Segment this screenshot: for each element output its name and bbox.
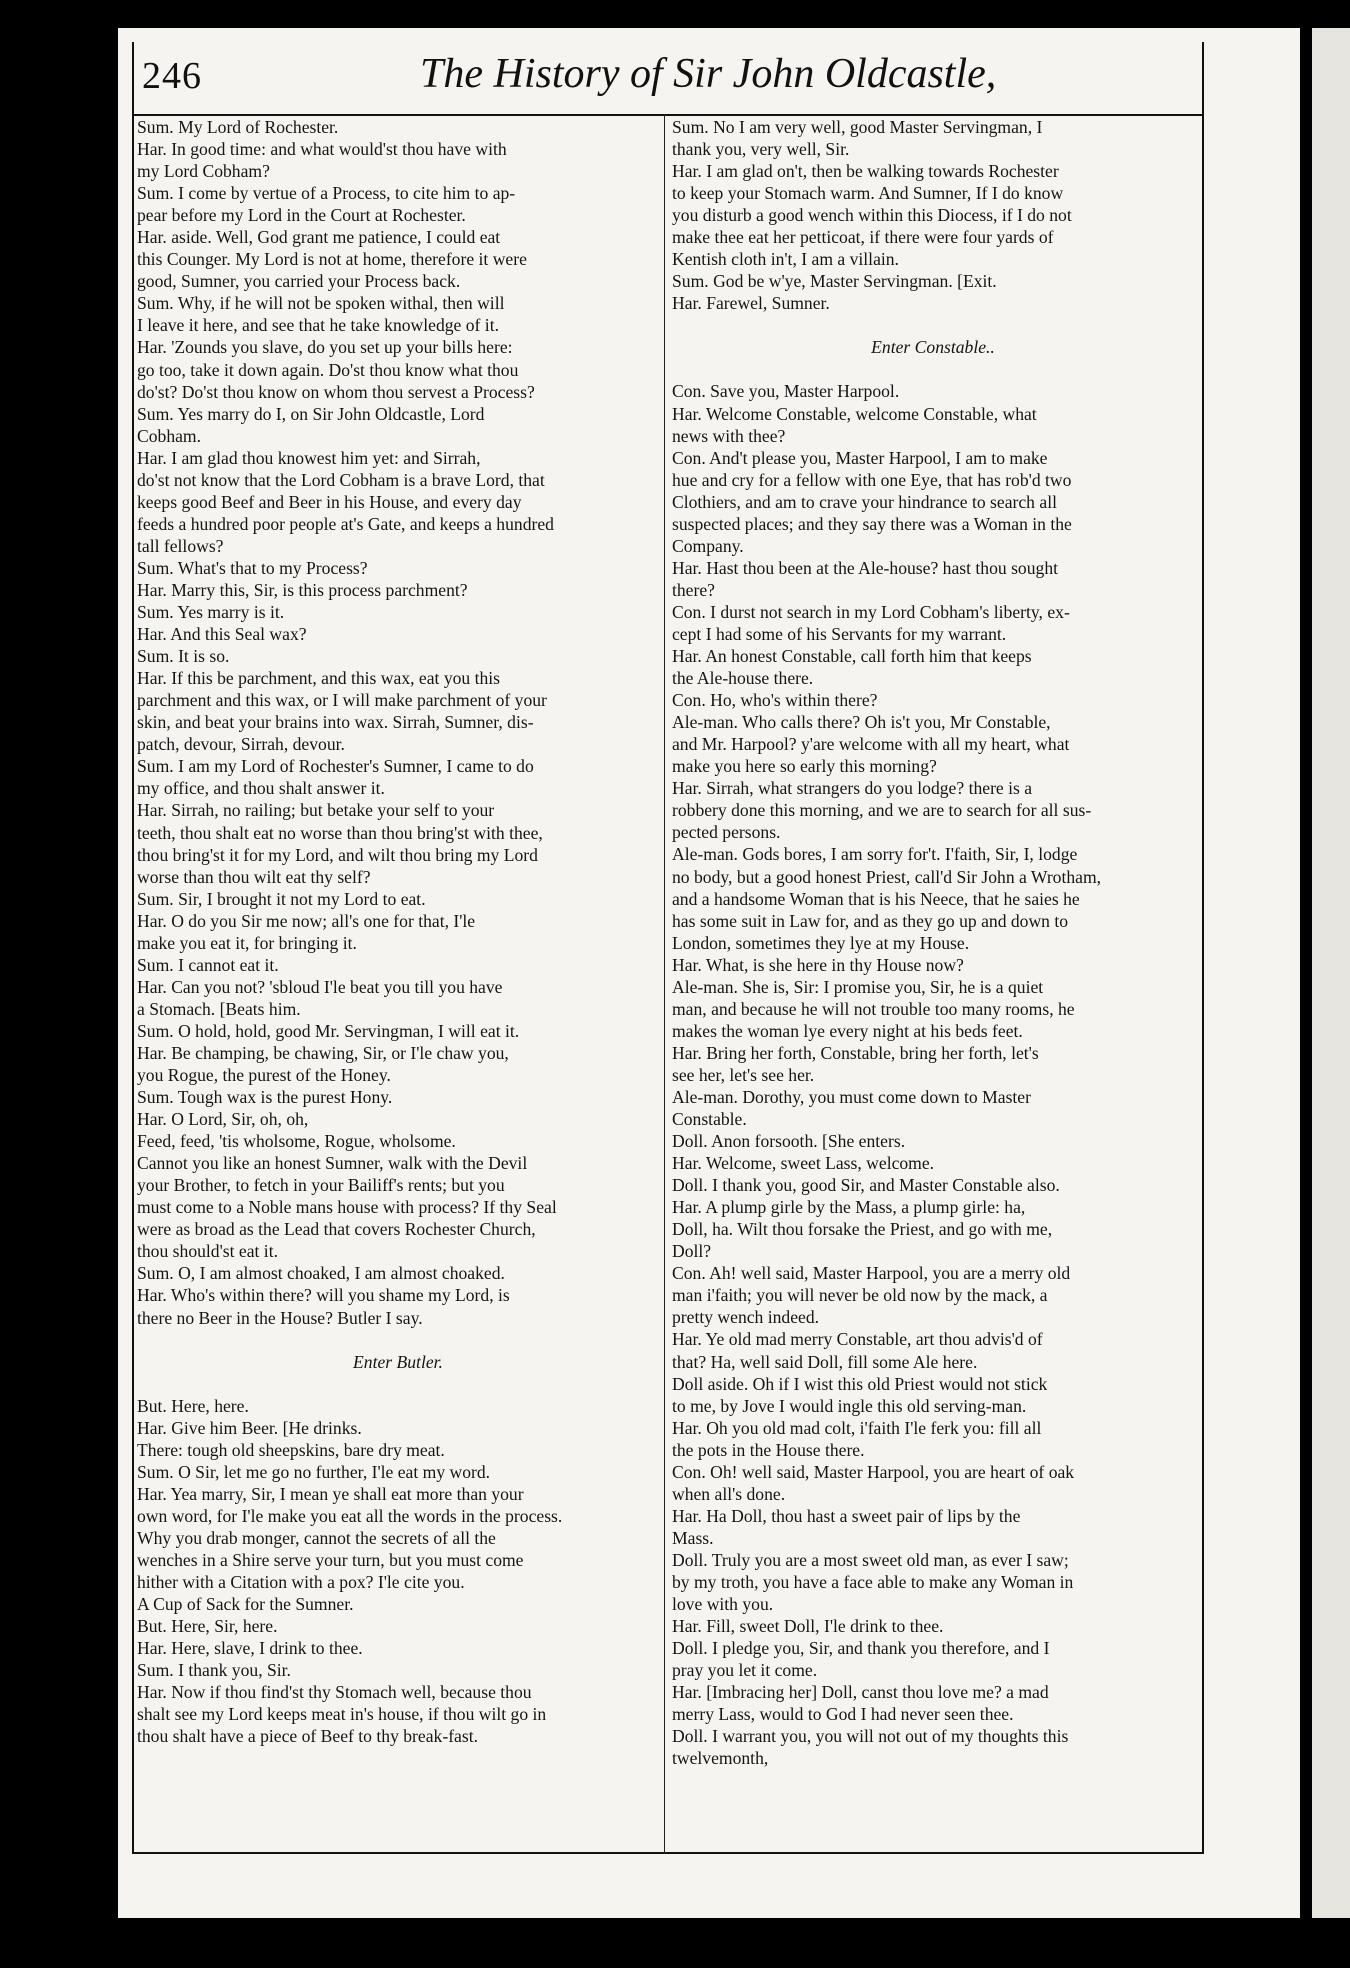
text-line: Doll aside. Oh if I wist this old Priest would not stick bbox=[672, 1373, 1048, 1394]
text-line: by my troth, you have a face able to make any Woman in bbox=[672, 1572, 1074, 1592]
text-line bbox=[137, 1373, 659, 1395]
text-line: hue and cry for a fellow with one Eye, that has rob'd two bbox=[672, 469, 1072, 490]
text-line: thou should'st eat it. bbox=[137, 1241, 278, 1262]
text-line: Har. Here, slave, I drink to thee. bbox=[137, 1638, 363, 1659]
text-line: Har. Ye old mad merry Constable, art thou advis'd of bbox=[672, 1329, 1043, 1350]
text-line: Ale-man. Who calls there? Oh is't you, Mr Constable, bbox=[672, 712, 1051, 733]
text-line: Sum. O hold, hold, good Mr. Servingman, I will eat it. bbox=[137, 1020, 520, 1041]
text-line: Sum. I thank you, Sir. bbox=[137, 1660, 291, 1681]
text-line: Feed, feed, 'tis wholsome, Rogue, wholsome. bbox=[137, 1131, 456, 1152]
text-line: Why you drab monger, cannot the secrets of all the bbox=[137, 1527, 496, 1548]
frame-right-rule bbox=[1202, 42, 1204, 1854]
text-line: Doll, ha. Wilt thou forsake the Priest, and go with me, bbox=[672, 1219, 1053, 1240]
text-line: man, and because he will not trouble too many rooms, he bbox=[672, 998, 1075, 1019]
text-line: robbery done this morning, and we are to search for all sus- bbox=[672, 800, 1092, 821]
text-line: must come to a Noble mans house with process? If thy Seal bbox=[137, 1197, 557, 1218]
text-line: thou shalt have a piece of Beef to thy break-fast. bbox=[137, 1726, 478, 1747]
text-line: patch, devour, Sirrah, devour. bbox=[137, 734, 345, 755]
text-line: Har. If this be parchment, and this wax, eat you this bbox=[137, 668, 501, 689]
text-line: cept I had some of his Servants for my warrant. bbox=[672, 623, 1007, 644]
text-line: love with you. bbox=[672, 1594, 774, 1615]
text-line: London, sometimes they lye at my House. bbox=[672, 932, 970, 953]
left-text-column bbox=[137, 116, 659, 1747]
text-line: Har. aside. Well, God grant me patience, I could eat bbox=[137, 227, 501, 248]
text-line: pected persons. bbox=[672, 822, 781, 843]
frame-left-rule bbox=[132, 42, 134, 1854]
text-line: see her, let's see her. bbox=[672, 1064, 815, 1085]
text-line: Sum. Why, if he will not be spoken withal, then will bbox=[137, 293, 505, 314]
text-line: pray you let it come. bbox=[672, 1660, 818, 1681]
text-line: Sum. I am my Lord of Rochester's Sumner, I came to do bbox=[137, 756, 534, 777]
text-line: Har. What, is she here in thy House now? bbox=[672, 954, 964, 975]
text-line: make you eat it, for bringing it. bbox=[137, 932, 357, 953]
text-line: go too, take it down again. Do'st thou know what thou bbox=[137, 359, 519, 380]
text-line: Doll. Anon forsooth. [She enters. bbox=[672, 1131, 906, 1152]
text-line: Doll. I pledge you, Sir, and thank you therefore, and I bbox=[672, 1638, 1050, 1659]
text-line: Ale-man. Gods bores, I am sorry for't. I'faith, Sir, I, lodge bbox=[672, 844, 1078, 865]
text-line: pear before my Lord in the Court at Rochester. bbox=[137, 205, 466, 226]
text-line: Har. I am glad on't, then be walking towards Rochester bbox=[672, 161, 1059, 182]
text-line: Sum. I come by vertue of a Process, to cite him to ap- bbox=[137, 183, 516, 204]
text-line: you Rogue, the purest of the Honey. bbox=[137, 1065, 391, 1086]
stage-direction: Enter Constable.. bbox=[871, 337, 995, 358]
text-line: Sum. God be w'ye, Master Servingman. [Exit. bbox=[672, 271, 997, 292]
text-line: There: tough old sheepskins, bare dry meat. bbox=[137, 1439, 445, 1460]
text-line: has some suit in Law for, and as they go up and down to bbox=[672, 910, 1069, 931]
text-line: Con. And't please you, Master Harpool, I am to make bbox=[672, 447, 1048, 468]
text-line: Sum. Tough wax is the purest Hony. bbox=[137, 1087, 393, 1108]
text-line: make you here so early this morning? bbox=[672, 756, 937, 777]
text-line: there? bbox=[672, 579, 715, 600]
text-line: A Cup of Sack for the Sumner. bbox=[137, 1594, 354, 1615]
text-line: Sum. It is so. bbox=[137, 646, 230, 667]
text-line: Har. O Lord, Sir, oh, oh, bbox=[137, 1109, 309, 1130]
text-line: own word, for I'le make you eat all the words in the process. bbox=[137, 1505, 563, 1526]
text-line: hither with a Citation with a pox? I'le cite you. bbox=[137, 1572, 465, 1592]
text-line: Har. In good time: and what would'st thou have with bbox=[137, 139, 507, 160]
text-line: Con. Ho, who's within there? bbox=[672, 690, 878, 711]
text-line: skin, and beat your brains into wax. Sirrah, Sumner, dis- bbox=[137, 712, 534, 733]
text-line: good, Sumner, you carried your Process back. bbox=[137, 271, 461, 292]
text-line: teeth, thou shalt eat no worse than thou bring'st with thee, bbox=[137, 822, 543, 843]
text-line: keeps good Beef and Beer in his House, and every day bbox=[137, 491, 522, 512]
text-line bbox=[672, 314, 1194, 336]
text-line: Ale-man. She is, Sir: I promise you, Sir, he is a quiet bbox=[672, 976, 1044, 997]
text-line: Doll. I warrant you, you will not out of my thoughts this bbox=[672, 1726, 1069, 1747]
text-line: Kentish cloth in't, I am a villain. bbox=[672, 249, 899, 270]
text-line: Sum. My Lord of Rochester. bbox=[137, 117, 339, 137]
text-line: But. Here, here. bbox=[137, 1395, 249, 1416]
text-line: Har. Yea marry, Sir, I mean ye shall eat more than your bbox=[137, 1483, 524, 1504]
text-line: when all's done. bbox=[672, 1483, 786, 1504]
text-line: your Brother, to fetch in your Bailiff's rents; but you bbox=[137, 1175, 505, 1196]
text-line: Con. I durst not search in my Lord Cobham's liberty, ex- bbox=[672, 601, 1070, 622]
text-line: Har. Who's within there? will you shame my Lord, is bbox=[137, 1285, 510, 1306]
text-line: worse than thou wilt eat thy self? bbox=[137, 866, 371, 887]
text-line: Har. And this Seal wax? bbox=[137, 624, 307, 645]
text-line: man i'faith; you will never be old now by the mack, a bbox=[672, 1285, 1048, 1306]
text-line: I leave it here, and see that he take knowledge of it. bbox=[137, 315, 499, 336]
text-line: Har. Fill, sweet Doll, I'le drink to thee. bbox=[672, 1616, 944, 1637]
text-line: do'st? Do'st thou know on whom thou servest a Process? bbox=[137, 381, 535, 402]
text-line: Cannot you like an honest Sumner, walk with the Devil bbox=[137, 1153, 528, 1174]
text-line: Har. Welcome Constable, welcome Constable, what bbox=[672, 403, 1037, 424]
text-line: make thee eat her petticoat, if there were four yards of bbox=[672, 227, 1054, 248]
text-line: Har. Marry this, Sir, is this process parchment? bbox=[137, 579, 468, 600]
text-line: Sum. Sir, I brought it not my Lord to eat. bbox=[137, 888, 426, 909]
text-line: my office, and thou shalt answer it. bbox=[137, 778, 385, 799]
text-line: Har. Ha Doll, thou hast a sweet pair of lips by the bbox=[672, 1505, 1021, 1526]
text-line: Clothiers, and am to crave your hindrance to search all bbox=[672, 491, 1057, 512]
text-line: were as broad as the Lead that covers Rochester Church, bbox=[137, 1219, 536, 1240]
text-line: Doll? bbox=[672, 1241, 712, 1262]
text-line: Har. I am glad thou knowest him yet: and Sirrah, bbox=[137, 447, 481, 468]
text-line: Doll. Truly you are a most sweet old man, as ever I saw; bbox=[672, 1549, 1069, 1570]
text-line: Har. 'Zounds you slave, do you set up your bills here: bbox=[137, 337, 513, 358]
text-line: Har. A plump girle by the Mass, a plump girle: ha, bbox=[672, 1197, 1026, 1218]
text-line: Ale-man. Dorothy, you must come down to Master bbox=[672, 1086, 1031, 1107]
text-line: Con. Oh! well said, Master Harpool, you are heart of oak bbox=[672, 1461, 1075, 1482]
text-line: no body, but a good honest Priest, call'd Sir John a Wrotham, bbox=[672, 866, 1102, 887]
text-line: the pots in the House there. bbox=[672, 1439, 865, 1460]
text-line: makes the woman lye every night at his beds feet. bbox=[672, 1020, 1023, 1041]
text-line: thank you, very well, Sir. bbox=[672, 139, 850, 160]
text-line: news with thee? bbox=[672, 425, 786, 446]
text-line: Sum. No I am very well, good Master Servingman, I bbox=[672, 117, 1043, 137]
text-line: Sum. O, I am almost choaked, I am almost choaked. bbox=[137, 1263, 505, 1284]
text-line: Har. Can you not? 'sbloud I'le beat you till you have bbox=[137, 976, 503, 997]
text-line: Sum. O Sir, let me go no further, I'le eat my word. bbox=[137, 1461, 491, 1482]
text-line: Mass. bbox=[672, 1527, 714, 1548]
text-line bbox=[137, 1329, 659, 1351]
text-line bbox=[672, 358, 1194, 380]
text-line: tall fellows? bbox=[137, 535, 224, 556]
text-line: Sum. I cannot eat it. bbox=[137, 954, 279, 975]
text-line: to me, by Jove I would ingle this old serving-man. bbox=[672, 1395, 1027, 1416]
text-line: Sum. What's that to my Process? bbox=[137, 557, 368, 578]
text-line: a Stomach. [Beats him. bbox=[137, 998, 301, 1019]
text-line: suspected places; and they say there was a Woman in the bbox=[672, 513, 1072, 534]
text-line: and Mr. Harpool? y'are welcome with all my heart, what bbox=[672, 734, 1070, 755]
text-line: Har. Farewel, Sumner. bbox=[672, 293, 830, 314]
text-line: my Lord Cobham? bbox=[137, 161, 270, 182]
text-line: Doll. I thank you, good Sir, and Master Constable also. bbox=[672, 1175, 1060, 1196]
page-number: 246 bbox=[142, 55, 202, 97]
text-line: Sum. Yes marry do I, on Sir John Oldcastle, Lord bbox=[137, 403, 485, 424]
text-line: Con. Ah! well said, Master Harpool, you are a merry old bbox=[672, 1263, 1071, 1284]
text-line: Har. Bring her forth, Constable, bring her forth, let's bbox=[672, 1042, 1039, 1063]
text-line: to keep your Stomach warm. And Sumner, If I do know bbox=[672, 183, 1064, 204]
text-line: and a handsome Woman that is his Neece, that he saies he bbox=[672, 888, 1080, 909]
text-line: parchment and this wax, or I will make parchment of your bbox=[137, 690, 547, 711]
text-line: feeds a hundred poor people at's Gate, and keeps a hundred bbox=[137, 513, 554, 534]
text-line: shalt see my Lord keeps meat in's house, if thou wilt go in bbox=[137, 1704, 547, 1725]
text-line: there no Beer in the House? Butler I say. bbox=[137, 1307, 423, 1328]
facing-page-edge bbox=[1312, 28, 1350, 1918]
text-line: you disturb a good wench within this Diocess, if I do not bbox=[672, 205, 1072, 226]
text-line: Har. An honest Constable, call forth him that keeps bbox=[672, 646, 1032, 667]
text-line: this Counger. My Lord is not at home, therefore it were bbox=[137, 249, 527, 270]
text-line: Sum. Yes marry is it. bbox=[137, 602, 285, 623]
text-line: wenches in a Shire serve your turn, but you must come bbox=[137, 1549, 524, 1570]
text-line: Har. Give him Beer. [He drinks. bbox=[137, 1417, 362, 1438]
text-line: Har. [Imbracing her] Doll, canst thou love me? a mad bbox=[672, 1682, 1049, 1703]
text-line: Har. Be champing, be chawing, Sir, or I'le chaw you, bbox=[137, 1042, 509, 1063]
stage-direction: Enter Butler. bbox=[353, 1351, 443, 1372]
text-line: do'st not know that the Lord Cobham is a brave Lord, that bbox=[137, 469, 545, 490]
text-line: Har. Hast thou been at the Ale-house? hast thou sought bbox=[672, 557, 1059, 578]
column-divider bbox=[664, 114, 665, 1854]
text-line: thou bring'st it for my Lord, and wilt thou bring my Lord bbox=[137, 844, 538, 865]
text-line: merry Lass, would to God I had never seen thee. bbox=[672, 1704, 1014, 1725]
right-text-column bbox=[672, 116, 1194, 1769]
text-line: Constable. bbox=[672, 1109, 747, 1130]
text-line: Har. Sirrah, no railing; but betake your self to your bbox=[137, 800, 495, 821]
text-line: Con. Save you, Master Harpool. bbox=[672, 381, 900, 402]
text-line: Har. Welcome, sweet Lass, welcome. bbox=[672, 1153, 935, 1174]
text-line: Har. Now if thou find'st thy Stomach well, because thou bbox=[137, 1682, 532, 1703]
text-line: Cobham. bbox=[137, 425, 202, 446]
running-head: The History of Sir John Oldcastle, bbox=[420, 51, 997, 97]
text-line: But. Here, Sir, here. bbox=[137, 1616, 278, 1637]
text-line: Har. Sirrah, what strangers do you lodge? there is a bbox=[672, 778, 1033, 799]
text-line: that? Ha, well said Doll, fill some Ale here. bbox=[672, 1351, 978, 1372]
text-line: pretty wench indeed. bbox=[672, 1307, 820, 1328]
text-line: Company. bbox=[672, 535, 744, 556]
frame-bottom-rule bbox=[132, 1852, 1204, 1854]
text-line: Har. Oh you old mad colt, i'faith I'le ferk you: fill all bbox=[672, 1417, 1042, 1438]
text-line: Har. O do you Sir me now; all's one for that, I'le bbox=[137, 910, 476, 931]
text-line: twelvemonth, bbox=[672, 1748, 769, 1769]
text-line: the Ale-house there. bbox=[672, 668, 814, 689]
